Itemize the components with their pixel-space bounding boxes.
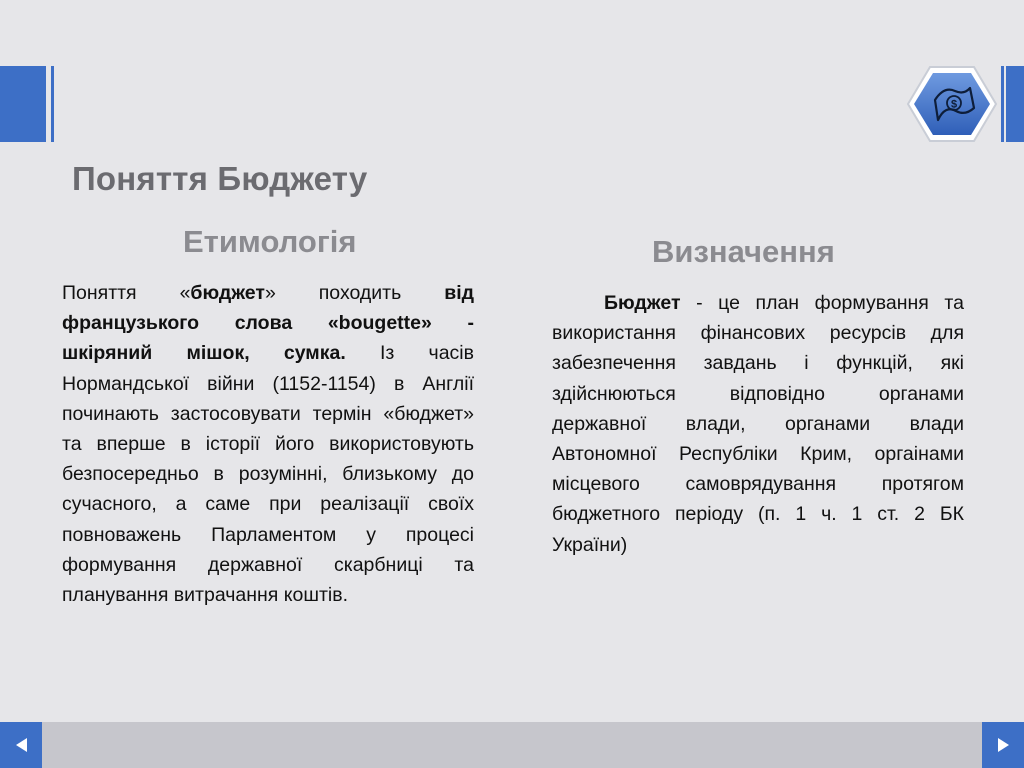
etymology-bold-term: бюджет (190, 282, 265, 304)
right-accent-line (1001, 66, 1004, 142)
next-slide-button[interactable] (982, 722, 1024, 768)
etymology-heading: Етимологія (183, 224, 357, 259)
bottom-navigation-bar (0, 722, 1024, 768)
definition-text (552, 288, 964, 560)
svg-text:$: $ (950, 98, 958, 111)
definition-heading: Визначення (652, 234, 835, 269)
triangle-left-icon (16, 738, 27, 752)
etymology-bold-origin: від французького слова «bougette» - шкіряний мішок, сумка. (62, 282, 474, 365)
left-accent-line (51, 66, 54, 142)
left-accent-block (0, 66, 46, 142)
definition-bold-term: Бюджет (604, 292, 681, 314)
etymology-part-2: » походить (264, 282, 445, 304)
previous-slide-button[interactable] (0, 722, 42, 768)
etymology-part-3: Із часів Нормандської війни (1152-1154) в Англії починають застосовувати термін «бюджет» та вперше в історії його використовують безпосередньо в розумінні, близькому до сучасного, а саме при реалізації своїх повноважень Парламентом у процесі формування державної скарбниці та планування витрачання коштів. (62, 342, 474, 607)
page-title: Поняття Бюджету (72, 160, 368, 197)
right-accent-block (1006, 66, 1024, 142)
etymology-text (62, 278, 474, 610)
etymology-part-1: Поняття « (62, 282, 191, 304)
triangle-right-icon (998, 738, 1009, 752)
money-bill-dollar-icon (904, 64, 1000, 144)
definition-body: - це план формування та використання фінансових ресурсів для забезпечення завдань і функцій, які здійснюються відповідно органами державної влади, органами влади Автономної Республіки Крим, оргаінами місцевого самоврядування протягом бюджетного періоду (п. 1 ч. 1 ст. 2 БК України) (552, 292, 964, 556)
